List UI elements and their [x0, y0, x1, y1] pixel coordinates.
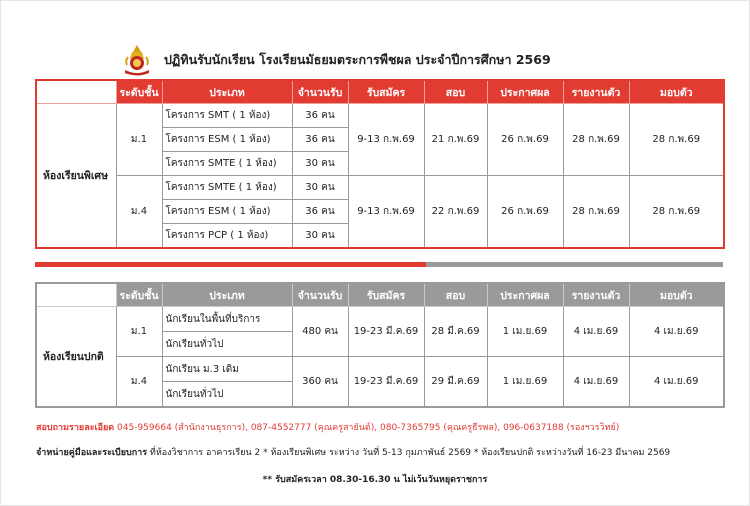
program-cell: โครงการ SMTE ( 1 ห้อง) [162, 152, 292, 176]
school-emblem-icon [120, 43, 154, 77]
col-header: ประกาศผล [487, 283, 563, 307]
report-date-cell: 4 เม.ย.69 [563, 307, 629, 357]
enroll-date-cell: 28 ก.พ.69 [629, 104, 724, 176]
handbook-label: จำหน่ายคู่มือและระเบียบการ [36, 448, 148, 458]
program-cell: โครงการ SMTE ( 1 ห้อง) [162, 176, 292, 200]
program-cell: โครงการ ESM ( 1 ห้อง) [162, 200, 292, 224]
exam-date-cell: 29 มี.ค.69 [424, 357, 487, 408]
enroll-date-cell: 4 เม.ย.69 [629, 357, 724, 408]
program-cell: โครงการ SMT ( 1 ห้อง) [162, 104, 292, 128]
table-header-row [36, 283, 724, 307]
announce-date-cell: 26 ก.พ.69 [487, 176, 563, 249]
type-cell: นักเรียนทั่วไป [162, 382, 292, 408]
exam-date-cell: 28 มี.ค.69 [424, 307, 487, 357]
quota-cell: 360 คน [292, 357, 348, 408]
announce-date-cell: 1 เม.ย.69 [487, 357, 563, 408]
col-header: รายงานตัว [563, 283, 629, 307]
type-cell: นักเรียนทั่วไป [162, 332, 292, 357]
report-date-cell: 4 เม.ย.69 [563, 357, 629, 408]
level-cell: ม.4 [116, 176, 162, 249]
quota-cell: 30 คน [292, 176, 348, 200]
level-cell: ม.4 [116, 357, 162, 408]
application-hours-note: ** รับสมัครเวลา 08.30-16.30 น ไม่เว้นวันหยุดราชการ [262, 475, 488, 485]
room-type-label: ห้องเรียนปกติ [36, 307, 116, 408]
announce-date-cell: 26 ก.พ.69 [487, 104, 563, 176]
contact-label: สอบถามรายละเอียด [36, 423, 115, 433]
col-header: ระดับชั้น [116, 283, 162, 307]
contact-info [36, 420, 619, 434]
section-divider [35, 262, 723, 267]
header-blank-cell [36, 283, 116, 307]
apply-date-cell: 9-13 ก.พ.69 [348, 176, 424, 249]
col-header: สอบ [424, 80, 487, 104]
handbook-details: ที่ห้องวิชาการ อาคารเรียน 2 * ห้องเรียนพิเศษ ระหว่าง วันที่ 5-13 กุมภาพันธ์ 2569 * ห้องเรียนปกติ ระหว่างวันที่ 16-23 มีนาคม 2569 [147, 448, 671, 458]
table-row [36, 357, 724, 382]
level-cell: ม.1 [116, 307, 162, 357]
room-type-label: ห้องเรียนพิเศษ [36, 104, 116, 249]
col-header: รายงานตัว [563, 80, 629, 104]
quota-cell: 30 คน [292, 152, 348, 176]
exam-date-cell: 21 ก.พ.69 [424, 104, 487, 176]
regular-class-table [35, 282, 725, 408]
handbook-info [36, 445, 670, 459]
program-cell: โครงการ PCP ( 1 ห้อง) [162, 224, 292, 249]
type-cell: นักเรียน ม.3 เดิม [162, 357, 292, 382]
exam-date-cell: 22 ก.พ.69 [424, 176, 487, 249]
enroll-date-cell: 4 เม.ย.69 [629, 307, 724, 357]
type-cell: นักเรียนในพื้นที่บริการ [162, 307, 292, 332]
apply-date-cell: 19-23 มี.ค.69 [348, 307, 424, 357]
col-header: มอบตัว [629, 283, 724, 307]
apply-date-cell: 9-13 ก.พ.69 [348, 104, 424, 176]
page-title: ปฏิทินรับนักเรียน โรงเรียนมัธยมตระการพืชผล ประจำปีการศึกษา 2569 [164, 52, 551, 67]
announce-date-cell: 1 เม.ย.69 [487, 307, 563, 357]
col-header: ประกาศผล [487, 80, 563, 104]
program-cell: โครงการ ESM ( 1 ห้อง) [162, 128, 292, 152]
col-header: จำนวนรับ [292, 80, 348, 104]
apply-date-cell: 19-23 มี.ค.69 [348, 357, 424, 408]
divider-grey-segment [426, 262, 723, 267]
divider-red-segment [35, 262, 426, 267]
quota-cell: 36 คน [292, 104, 348, 128]
table-header-row [36, 80, 724, 104]
col-header: จำนวนรับ [292, 283, 348, 307]
header-blank-cell [36, 80, 116, 104]
col-header: ประเภท [162, 283, 292, 307]
col-header: สอบ [424, 283, 487, 307]
col-header: รับสมัคร [348, 283, 424, 307]
table-row [36, 307, 724, 332]
enroll-date-cell: 28 ก.พ.69 [629, 176, 724, 249]
quota-cell: 480 คน [292, 307, 348, 357]
table-row [36, 176, 724, 200]
quota-cell: 36 คน [292, 128, 348, 152]
special-class-table [35, 79, 725, 249]
col-header: ระดับชั้น [116, 80, 162, 104]
quota-cell: 36 คน [292, 200, 348, 224]
contact-phones: 045-959664 (สำนักงานธุรการ), 087-4552777 (คุณครูสายันต์), 080-7365795 (คุณครูธีรพล), 096-0637188 (รองฯวรวิทย์) [114, 423, 620, 433]
table-row [36, 104, 724, 128]
col-header: ประเภท [162, 80, 292, 104]
report-date-cell: 28 ก.พ.69 [563, 176, 629, 249]
quota-cell: 30 คน [292, 224, 348, 249]
report-date-cell: 28 ก.พ.69 [563, 104, 629, 176]
header [120, 40, 551, 80]
col-header: รับสมัคร [348, 80, 424, 104]
col-header: มอบตัว [629, 80, 724, 104]
level-cell: ม.1 [116, 104, 162, 176]
